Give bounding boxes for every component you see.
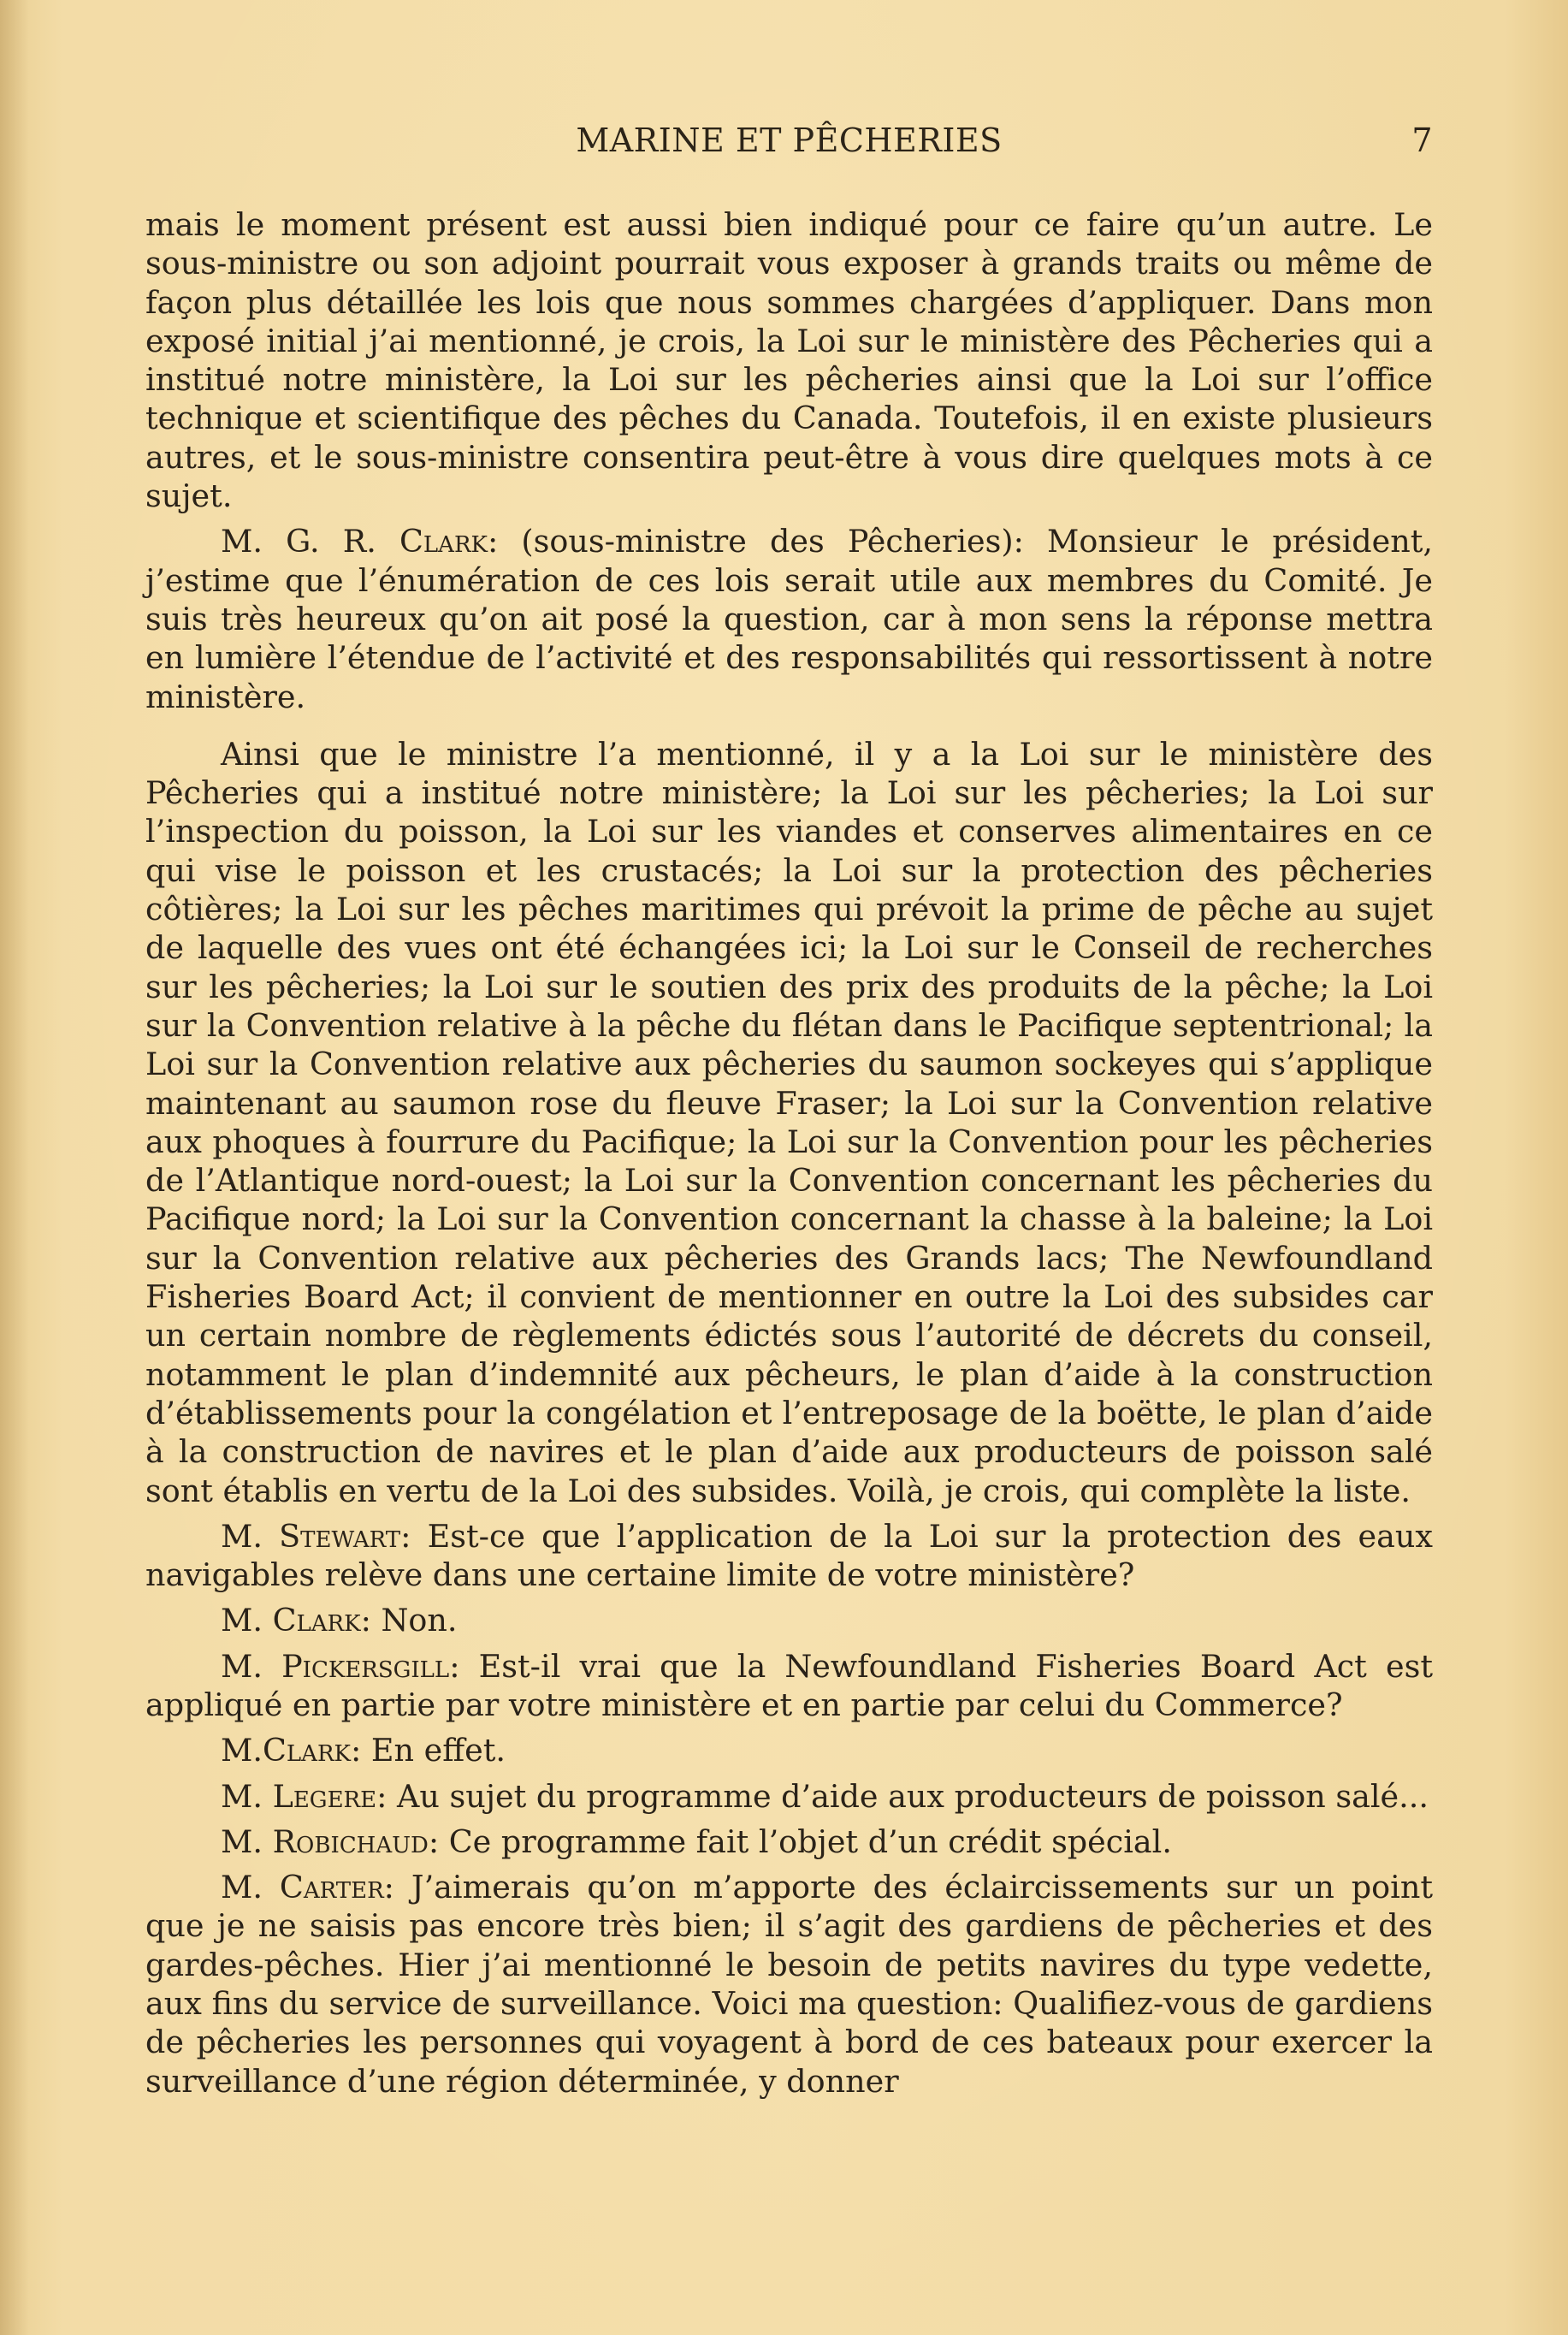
paragraph-continuation (145, 205, 1433, 515)
speaker-name: M. Pickersgill (221, 1647, 450, 1685)
speaker-name: M. Legere (221, 1777, 377, 1815)
speaker-name: M. G. R. Clark (221, 523, 488, 560)
running-header (145, 121, 1433, 168)
paragraph-text: : En effet. (350, 1732, 506, 1769)
speaker-name: M. Clark (221, 1602, 361, 1639)
header-title: MARINE ET PÊCHERIES (576, 121, 1003, 159)
paragraph-text: : Est-ce que l’application de la Loi sur la protection des eaux navigables relève dans une certaine limite de votre ministère? (145, 1517, 1433, 1594)
paragraph-text: : Ce programme fait l’objet d’un crédit spécial. (428, 1822, 1172, 1860)
paragraph-text: : (sous-ministre des Pêcheries): Monsieur le président, j’estime que l’énumération de ces lois serait utile aux membres du Comité. Je suis très heureux qu’on ait posé la question, car à mon sens la réponse mettra en lumière l’étendue de l’activité et des responsabilités qui ressortissent à notre ministère. (145, 523, 1433, 715)
paragraph-list-of-acts (145, 735, 1433, 1510)
speaker-name: M. Stewart (221, 1517, 401, 1555)
body-text (145, 205, 1433, 2101)
speaker-name: M.Clark (221, 1732, 351, 1769)
paragraph-clark-intro (145, 522, 1433, 715)
paragraph-carter (145, 1868, 1433, 2101)
paragraph-text: mais le moment présent est aussi bien indiqué pour ce faire qu’un autre. Le sous-ministre ou son adjoint pourrait vous exposer à grands traits ou même de façon plus détaillée les lois que nous sommes chargées d’appliquer. Dans mon exposé initial j’ai mentionné, je crois, la Loi sur le ministère des Pêcheries qui a institué notre ministère, la Loi sur les pêcheries ainsi que la Loi sur l’office technique et scientifique des pêches du Canada. Toutefois, il en existe plusieurs autres, et le sous-ministre consentira peut-être à vous dire quelques mots à ce sujet. (145, 206, 1433, 515)
paragraph-stewart (145, 1517, 1433, 1595)
paragraph-text: : Au sujet du programme d’aide aux producteurs de poisson salé... (376, 1777, 1429, 1815)
paragraph-text: : J’aimerais qu’on m’apporte des éclaircissements sur un point que je ne saisis pas encore très bien; il s’agit des gardiens de pêcheries et des gardes-pêches. Hier j’ai mentionné le besoin de petits navires du type vedette, aux fins du service de surveillance. Voici ma question: Qualifiez-vous de gardiens de pêcheries les personnes qui voyagent à bord de ces bateaux pour exercer la surveillance d’une région déterminée, y donner (145, 1869, 1433, 2100)
paragraph-legere (145, 1777, 1433, 1816)
speaker-name: M. Robichaud (221, 1822, 429, 1860)
speaker-name: M. Carter (221, 1869, 384, 1906)
paragraph-pickersgill (145, 1647, 1433, 1725)
paragraph-text: : Est-il vrai que la Newfoundland Fisheries Board Act est appliqué en partie par votre ministère et en partie par celui du Commerce? (145, 1647, 1433, 1723)
paragraph-text: : Non. (360, 1602, 458, 1639)
paragraph-clark-effet (145, 1731, 1433, 1769)
paragraph-clark-non (145, 1601, 1433, 1639)
paragraph-robichaud (145, 1822, 1433, 1861)
page-number: 7 (1411, 121, 1433, 159)
paragraph-text: Ainsi que le ministre l’a mentionné, il y a la Loi sur le ministère des Pêcheries qui a institué notre ministère; la Loi sur les pêcheries; la Loi sur l’inspection du poisson, la Loi sur les viandes et conserves alimentaires en ce qui vise le poisson et les crustacés; la Loi sur la protection des pêcheries côtières; la Loi sur les pêches maritimes qui prévoit la prime de pêche au sujet de laquelle des vues ont été échangées ici; la Loi sur le Conseil de recherches sur les pêcheries; la Loi sur le soutien des prix des produits de la pêche; la Loi sur la Convention relative à la pêche du flétan dans le Pacifique septentrional; la Loi sur la Convention relative aux pêcheries du saumon sockeyes qui s’applique maintenant au saumon rose du fleuve Fraser; la Loi sur la Convention relative aux phoques à fourrure du Pacifique; la Loi sur la Convention pour les pêcheries de l’Atlantique nord-ouest; la Loi sur la Convention concernant les pêcheries du Pacifique nord; la Loi sur la Convention concernant la chasse à la baleine; la Loi sur la Convention relative aux pêcheries des Grands lacs; The Newfoundland Fisheries Board Act; il convient de mentionner en outre la Loi des subsides car un certain nombre de règlements édictés sous l’autorité de décrets du conseil, notamment le plan d’indemnité aux pêcheurs, le plan d’aide à la construction d’établissements pour la congélation et l’entreposage de la boëtte, le plan d’aide à la construction de navires et le plan d’aide aux producteurs de poisson salé sont établis en vertu de la Loi des subsides. Voilà, je crois, qui complète la liste. (145, 735, 1433, 1509)
